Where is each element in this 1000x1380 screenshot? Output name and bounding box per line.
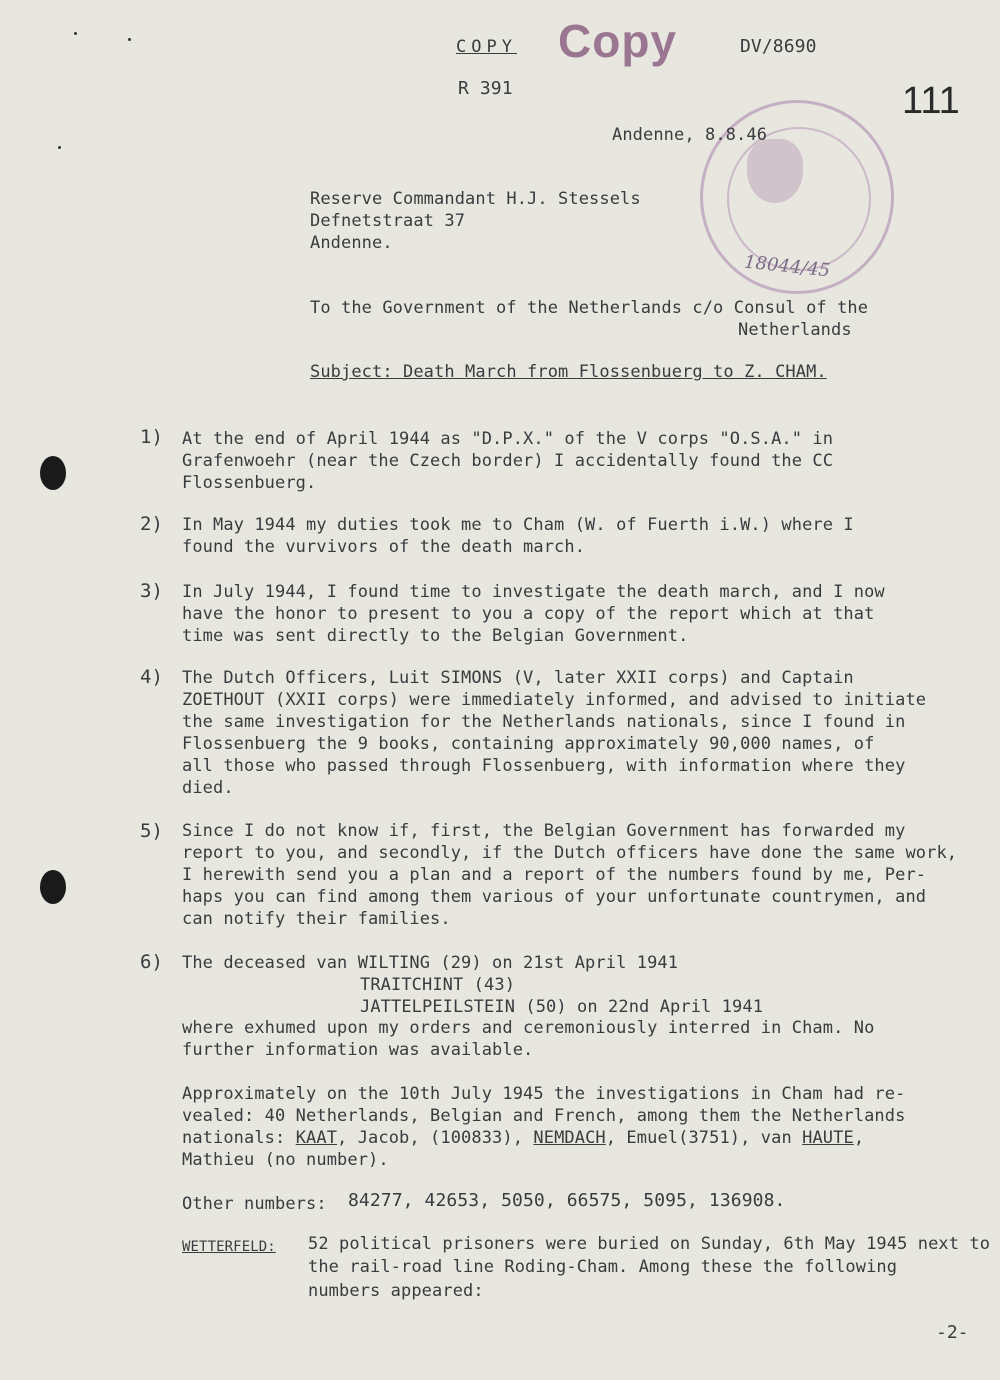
para-6-line-4: where exhumed upon my orders and ceremoniously interred in Cham. No <box>182 1018 875 1038</box>
recipient-line-2: Netherlands <box>738 320 852 340</box>
para-number: 5) <box>140 820 163 842</box>
para-6-line-2: TRAITCHINT (43) <box>360 975 516 995</box>
name-nemdach: NEMDACH <box>533 1128 606 1148</box>
text-segment: , <box>853 1128 865 1148</box>
folio-number: 111 <box>902 80 960 122</box>
para-9-line-3: numbers appeared: <box>308 1281 484 1301</box>
wetterfeld-label: WETTERFELD: <box>182 1239 276 1255</box>
reference-left: R 391 <box>458 78 513 99</box>
para-6-line-5: further information was available. <box>182 1040 534 1060</box>
subject-line: Subject: Death March from Flossenbuerg to Z. CHAM. <box>310 362 827 382</box>
para-number: 1) <box>140 426 163 448</box>
para-3-line-2: have the honor to present to you a copy of the report which at that <box>182 604 875 624</box>
speck <box>58 146 61 149</box>
handwritten-number: 18044/45 <box>743 251 832 282</box>
name-kaat: KAAT <box>295 1128 338 1148</box>
copy-stamp: Copy <box>558 15 677 67</box>
para-2-line-2: found the vurvivors of the death march. <box>182 537 586 557</box>
recipient-line-1: To the Government of the Netherlands c/o Consul of the <box>310 298 869 318</box>
para-number: 3) <box>140 580 163 602</box>
sender-line-1: Reserve Commandant H.J. Stessels <box>310 189 641 209</box>
para-4-line-2: ZOETHOUT (XXII corps) were immediately informed, and advised to initiate <box>182 690 927 710</box>
para-7-line-1: Approximately on the 10th July 1945 the investigations in Cham had re- <box>182 1084 906 1104</box>
para-7-line-4: Mathieu (no number). <box>182 1150 389 1170</box>
para-9-line-1: 52 political prisoners were buried on Sunday, 6th May 1945 next to <box>308 1234 991 1254</box>
other-numbers-values: 84277, 42653, 5050, 66575, 5095, 136908. <box>348 1190 786 1211</box>
para-1-line-3: Flossenbuerg. <box>182 473 317 493</box>
para-4-line-6: died. <box>182 778 234 798</box>
para-9-line-2: the rail-road line Roding-Cham. Among these the following <box>308 1257 898 1277</box>
copy-typed-label: COPY <box>456 37 517 57</box>
para-6-line-3: JATTELPEILSTEIN (50) on 22nd April 1941 <box>360 997 764 1017</box>
para-4-line-3: the same investigation for the Netherlands nationals, since I found in <box>182 712 906 732</box>
seal-inner-ring <box>727 127 871 271</box>
para-2-line-1: In May 1944 my duties took me to Cham (W. of Fuerth i.W.) where I <box>182 515 854 535</box>
speck <box>74 32 77 35</box>
para-number: 6) <box>140 951 163 973</box>
para-1-line-2: Grafenwoehr (near the Czech border) I accidentally found the CC <box>182 451 834 471</box>
other-numbers-label: Other numbers: <box>182 1194 327 1214</box>
punch-hole <box>40 456 66 490</box>
page-marker: -2- <box>936 1322 969 1343</box>
para-3-line-3: time was sent directly to the Belgian Government. <box>182 626 689 646</box>
para-5-line-1: Since I do not know if, first, the Belgian Government has forwarded my <box>182 821 906 841</box>
text-segment: nationals: <box>182 1128 296 1148</box>
text-segment: , Jacob, (100833), <box>337 1128 534 1148</box>
royal-crest-icon <box>747 139 803 203</box>
place-date: Andenne, 8.8.46 <box>612 125 768 145</box>
para-1-line-1: At the end of April 1944 as "D.P.X." of the V corps "O.S.A." in <box>182 429 834 449</box>
text-segment: , Emuel(3751), van <box>605 1128 803 1148</box>
name-haute: HAUTE <box>802 1128 854 1148</box>
para-number: 4) <box>140 666 163 688</box>
para-number: 2) <box>140 513 163 535</box>
para-4-line-5: all those who passed through Flossenbuerg, with information where they <box>182 756 906 776</box>
speck <box>128 38 131 41</box>
para-7-line-2: vealed: 40 Netherlands, Belgian and French, among them the Netherlands <box>182 1106 906 1126</box>
para-5-line-3: I herewith send you a plan and a report of the numbers found by me, Per- <box>182 865 927 885</box>
para-6-line-1: The deceased van WILTING (29) on 21st April 1941 <box>182 953 679 973</box>
para-4-line-1: The Dutch Officers, Luit SIMONS (V, later XXII corps) and Captain <box>182 668 854 688</box>
punch-hole <box>40 870 66 904</box>
para-3-line-1: In July 1944, I found time to investigate the death march, and I now <box>182 582 885 602</box>
sender-line-3: Andenne. <box>310 233 393 253</box>
para-7-line-3 <box>182 1127 864 1149</box>
para-4-line-4: Flossenbuerg the 9 books, containing approximately 90,000 names, of <box>182 734 875 754</box>
para-5-line-5: can notify their families. <box>182 909 451 929</box>
para-5-line-4: haps you can find among them various of your unfortunate countrymen, and <box>182 887 927 907</box>
sender-line-2: Defnetstraat 37 <box>310 211 466 231</box>
para-5-line-2: report to you, and secondly, if the Dutch officers have done the same work, <box>182 843 958 863</box>
reference-right: DV/8690 <box>740 36 817 57</box>
